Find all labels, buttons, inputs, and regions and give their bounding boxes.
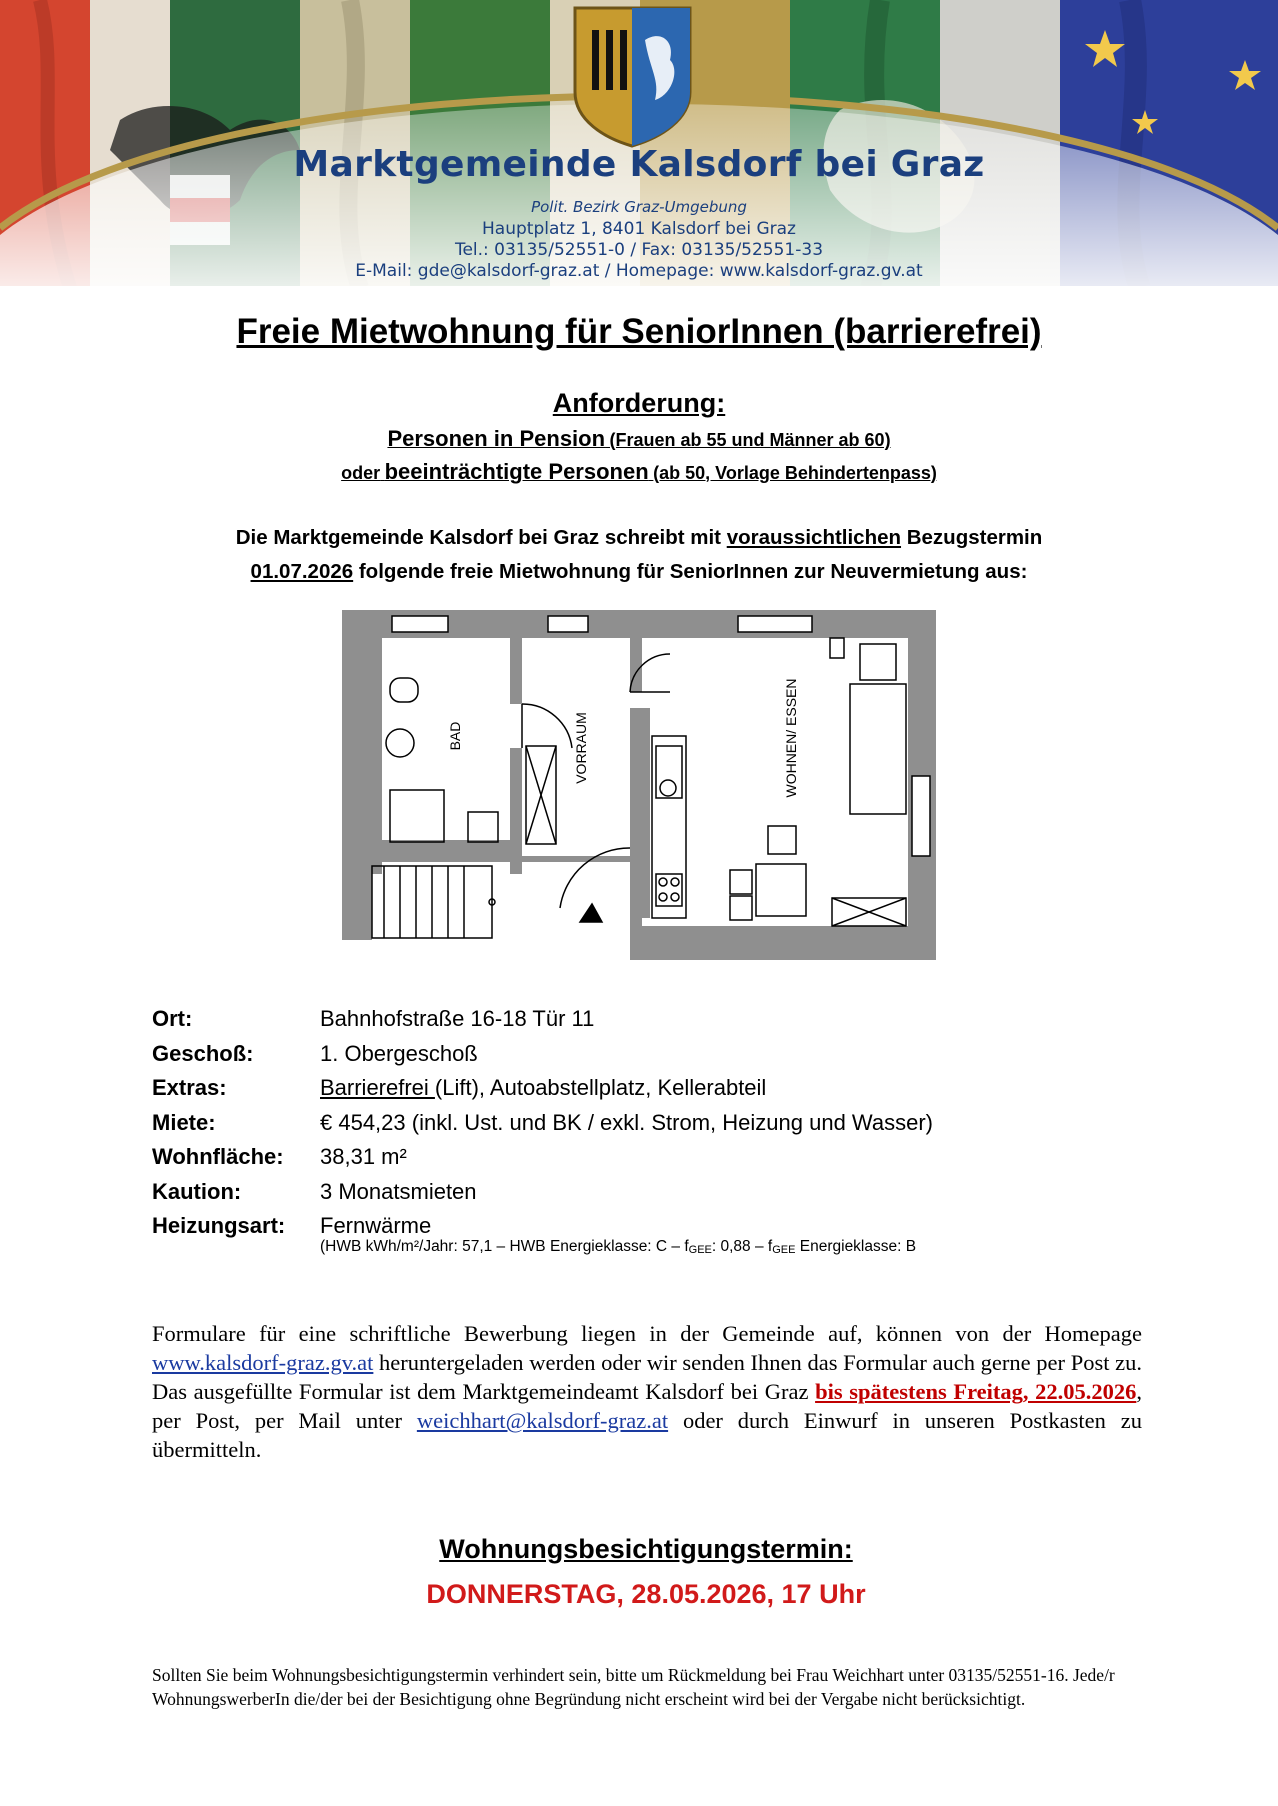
- fact-row-wohnflaeche: [152, 1140, 933, 1175]
- intro-underlined: voraussichtlichen: [726, 526, 902, 549]
- application-text-1: Formulare für eine schriftliche Bewerbung liegen in der Gemeinde auf, können von der Homepage: [152, 1321, 1142, 1346]
- fact-value: (Lift), Autoabstellplatz, Kellerabteil: [434, 1075, 767, 1100]
- application-text-2: heruntergeladen werden oder wir senden Ihnen das Formular auch gerne per Post zu. Das ausgefüllte Formular ist dem Marktgemeindeamt Kalsdorf bei Graz: [152, 1350, 1142, 1404]
- fact-value: 38,31 m²: [320, 1144, 407, 1169]
- fact-value-extras: [320, 1071, 933, 1106]
- fact-value: Fernwärme: [320, 1213, 432, 1238]
- energy-sub-2: GEE: [772, 1244, 796, 1256]
- application-text-3: , per Post, per Mail unter: [152, 1379, 1142, 1433]
- energy-sub-1: GEE: [688, 1244, 712, 1256]
- fact-value-underlined: Barrierefrei: [320, 1075, 435, 1100]
- fact-value: 1. Obergeschoß: [320, 1040, 478, 1066]
- email-link[interactable]: weichhart@kalsdorf-graz.at: [416, 1408, 669, 1433]
- fact-key: Kaution:: [152, 1178, 242, 1204]
- energy-text-2: : 0,88 – f: [711, 1238, 773, 1255]
- deadline-text: bis spätestens Freitag, 22.05.2026: [815, 1379, 1137, 1404]
- fact-key: Ort:: [152, 1006, 193, 1031]
- municipality-name: Marktgemeinde Kalsdorf bei Graz: [293, 144, 985, 185]
- floorplan-label-bad: BAD: [447, 721, 463, 751]
- requirement-line-1: [0, 426, 1278, 452]
- header-banner: [0, 0, 1278, 288]
- coat-of-arms: [575, 8, 690, 146]
- fact-row-miete: [152, 1106, 933, 1141]
- floorplan-label-wohnen: WOHNEN/ ESSEN: [783, 678, 799, 798]
- intro-text-2: Bezugstermin: [901, 526, 1043, 549]
- requirement-1-main: Personen in Pension: [387, 426, 606, 451]
- requirement-2-detail: (ab 50, Vorlage Behindertenpass): [653, 463, 937, 483]
- phone-fax-line: Tel.: 03135/52551-0 / Fax: 03135/52551-33: [454, 240, 824, 260]
- application-text-4: oder durch Einwurf in unseren Postkasten zu übermitteln.: [152, 1408, 1142, 1462]
- energy-text-3: Energieklasse: B: [795, 1238, 917, 1255]
- intro-text-1: Die Marktgemeinde Kalsdorf bei Graz schreibt mit: [235, 526, 727, 549]
- floor-plan: [340, 608, 940, 960]
- contact-line: E-Mail: gde@kalsdorf-graz.at / Homepage: www.kalsdorf-graz.gv.at: [355, 261, 923, 281]
- district-line: Polit. Bezirk Graz-Umgebung: [531, 198, 747, 216]
- application-paragraph: [152, 1319, 1142, 1464]
- requirements-heading: Anforderung:: [552, 388, 726, 418]
- fact-key: Extras:: [152, 1075, 227, 1100]
- page-title: Freie Mietwohnung für SeniorInnen (barrierefrei): [236, 312, 1042, 351]
- apartment-facts-table: [152, 1002, 933, 1244]
- intro-text-3: folgende freie Mietwohnung für SeniorInnen zur Neuvermietung aus:: [353, 560, 1028, 583]
- fact-key: Miete:: [152, 1109, 216, 1135]
- energy-text-1: (HWB kWh/m²/Jahr: 57,1 – HWB Energieklasse: C – f: [320, 1238, 689, 1255]
- requirement-2-main: beeinträchtigte Personen: [384, 459, 649, 484]
- fact-key: Heizungsart:: [152, 1213, 286, 1238]
- intro-paragraph: [150, 521, 1128, 589]
- fact-key: Geschoß:: [152, 1040, 254, 1066]
- homepage-link[interactable]: www.kalsdorf-graz.gv.at: [152, 1350, 374, 1375]
- address-line: Hauptplatz 1, 8401 Kalsdorf bei Graz: [482, 219, 796, 239]
- floorplan-label-vorraum: VORRAUM: [573, 712, 589, 784]
- fact-row-ort: [152, 1002, 933, 1037]
- footer-note: Sollten Sie beim Wohnungsbesichtigungstermin verhindert sein, bitte um Rückmeldung bei Frau Weichhart unter 03135/52551-16. Jede/r WohnungswerberIn die/der bei der Besichtigung ohne Begründung nicht erscheint wird bei der Vergabe nicht berücksichtigt.: [152, 1665, 1115, 1709]
- requirement-line-2: [0, 459, 1278, 485]
- requirement-1-detail: (Frauen ab 55 und Männer ab 60): [609, 430, 891, 450]
- fact-value: € 454,23 (inkl. Ust. und BK / exkl. Strom, Heizung und Wasser): [320, 1109, 934, 1135]
- fact-value: Bahnhofstraße 16-18 Tür 11: [320, 1006, 595, 1031]
- requirement-2-prefix: oder: [341, 463, 381, 483]
- fact-row-extras: [152, 1071, 933, 1106]
- fact-key: Wohnfläche:: [152, 1144, 284, 1169]
- move-in-date: 01.07.2026: [250, 560, 354, 583]
- viewing-date: DONNERSTAG, 28.05.2026, 17 Uhr: [426, 1579, 866, 1609]
- fact-row-geschoss: [152, 1037, 933, 1072]
- fact-value: 3 Monatsmieten: [320, 1178, 477, 1204]
- energy-info: [320, 1238, 916, 1256]
- viewing-heading: Wohnungsbesichtigungstermin:: [439, 1534, 853, 1564]
- fact-row-kaution: [152, 1175, 933, 1210]
